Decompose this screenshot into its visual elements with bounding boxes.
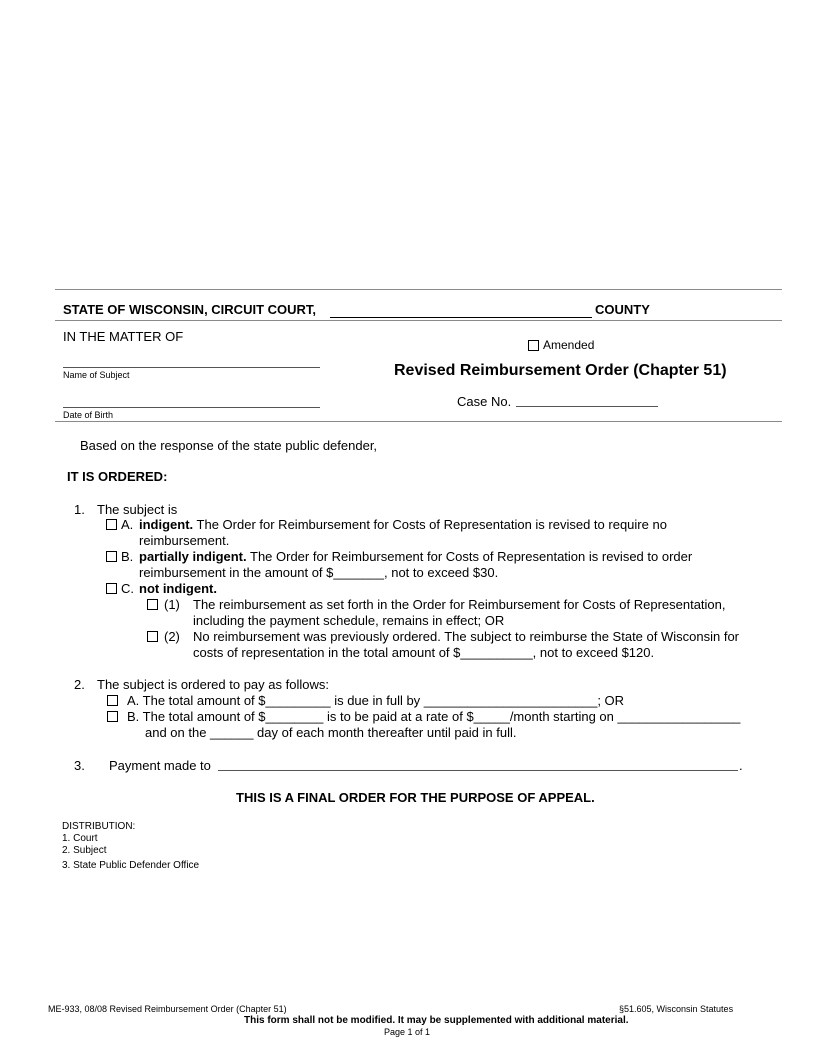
distribution-item: 1. Court — [62, 833, 98, 844]
option-a-text-1: The Order for Reimbursement for Costs of Representation is revised to require no — [193, 517, 667, 532]
it-is-ordered-heading: IT IS ORDERED: — [67, 469, 168, 484]
indigent-bold: indigent. — [139, 517, 194, 532]
name-of-subject-label: Name of Subject — [63, 370, 130, 380]
pay-monthly-line-1: B. The total amount of $________ is to be paid at a rate of $_____/month starting on _________________ — [127, 709, 741, 724]
sub-option-2-checkbox[interactable] — [147, 631, 158, 642]
final-order-notice: THIS IS A FINAL ORDER FOR THE PURPOSE OF APPEAL. — [236, 790, 595, 805]
item-1-number: 1. — [74, 502, 85, 517]
option-b-line-1 — [139, 549, 692, 564]
pay-in-full-checkbox[interactable] — [107, 695, 118, 706]
court-suffix: COUNTY — [595, 302, 650, 317]
sub-option-2-line-2: costs of representation in the total amount of $__________, not to exceed $120. — [193, 645, 655, 660]
pay-in-full-text: A. The total amount of $_________ is due in full by ________________________; OR — [127, 693, 625, 708]
sub-option-1-checkbox[interactable] — [147, 599, 158, 610]
case-no-label: Case No. — [457, 394, 512, 409]
court-prefix: STATE OF WISCONSIN, CIRCUIT COURT, — [63, 302, 317, 317]
option-b-line-2: reimbursement in the amount of $_______, not to exceed $30. — [139, 565, 499, 580]
option-a-line-2: reimbursement. — [139, 533, 230, 548]
item-1-lead: The subject is — [97, 502, 178, 517]
item-3-period: . — [739, 758, 743, 773]
date-of-birth-label: Date of Birth — [63, 410, 114, 420]
county-field[interactable] — [330, 317, 592, 318]
distribution-item: 3. State Public Defender Office — [62, 860, 200, 871]
statute-reference: §51.605, Wisconsin Statutes — [619, 1004, 734, 1014]
item-2-number: 2. — [74, 677, 85, 692]
form-id: ME-933, 08/08 Revised Reimbursement Order (Chapter 51) — [48, 1004, 287, 1014]
item-3-number: 3. — [74, 758, 85, 773]
indigent-checkbox[interactable] — [106, 519, 117, 530]
form-title: Revised Reimbursement Order (Chapter 51) — [394, 362, 727, 379]
sub-option-2-number: (2) — [164, 629, 180, 644]
not-indigent-checkbox[interactable] — [106, 583, 117, 594]
distribution-heading: DISTRIBUTION: — [62, 821, 136, 832]
intro-text: Based on the response of the state public defender, — [80, 438, 378, 453]
option-a-line-1 — [139, 517, 667, 532]
caption-bottom-rule — [55, 421, 782, 422]
case-no-field[interactable] — [516, 406, 658, 407]
amended-checkbox[interactable] — [528, 340, 539, 351]
modification-notice: This form shall not be modified. It may be supplemented with additional material. — [244, 1015, 629, 1026]
pay-monthly-checkbox[interactable] — [107, 711, 118, 722]
partially-indigent-bold: partially indigent. — [139, 549, 247, 564]
option-a-letter: A. — [121, 517, 134, 532]
sub-option-1-line-1: The reimbursement as set forth in the Order for Reimbursement for Costs of Representation, — [193, 597, 726, 612]
sub-option-1-number: (1) — [164, 597, 180, 612]
sub-option-1-line-2: including the payment schedule, remains in effect; OR — [193, 613, 505, 628]
option-b-text-1: The Order for Reimbursement for Costs of Representation is revised to order — [246, 549, 693, 564]
option-b-letter: B. — [121, 549, 134, 564]
caption-rule-2 — [55, 320, 782, 321]
page-number: Page 1 of 1 — [384, 1027, 431, 1037]
subject-name-field[interactable] — [63, 367, 320, 368]
date-of-birth-field[interactable] — [63, 407, 320, 408]
partially-indigent-checkbox[interactable] — [106, 551, 117, 562]
option-c-letter: C. — [121, 581, 134, 596]
item-2-lead: The subject is ordered to pay as follows: — [97, 677, 329, 692]
amended-label: Amended — [543, 338, 595, 352]
distribution-item: 2. Subject — [62, 845, 107, 856]
item-3-lead: Payment made to — [109, 758, 211, 773]
payment-made-to-field[interactable] — [218, 770, 738, 771]
in-the-matter-label: IN THE MATTER OF — [63, 329, 184, 344]
not-indigent-bold: not indigent. — [139, 581, 217, 596]
caption-top-rule — [55, 289, 782, 290]
sub-option-2-line-1: No reimbursement was previously ordered. The subject to reimburse the State of Wisconsin for — [193, 629, 739, 644]
pay-monthly-line-2: and on the ______ day of each month thereafter until paid in full. — [145, 725, 517, 740]
